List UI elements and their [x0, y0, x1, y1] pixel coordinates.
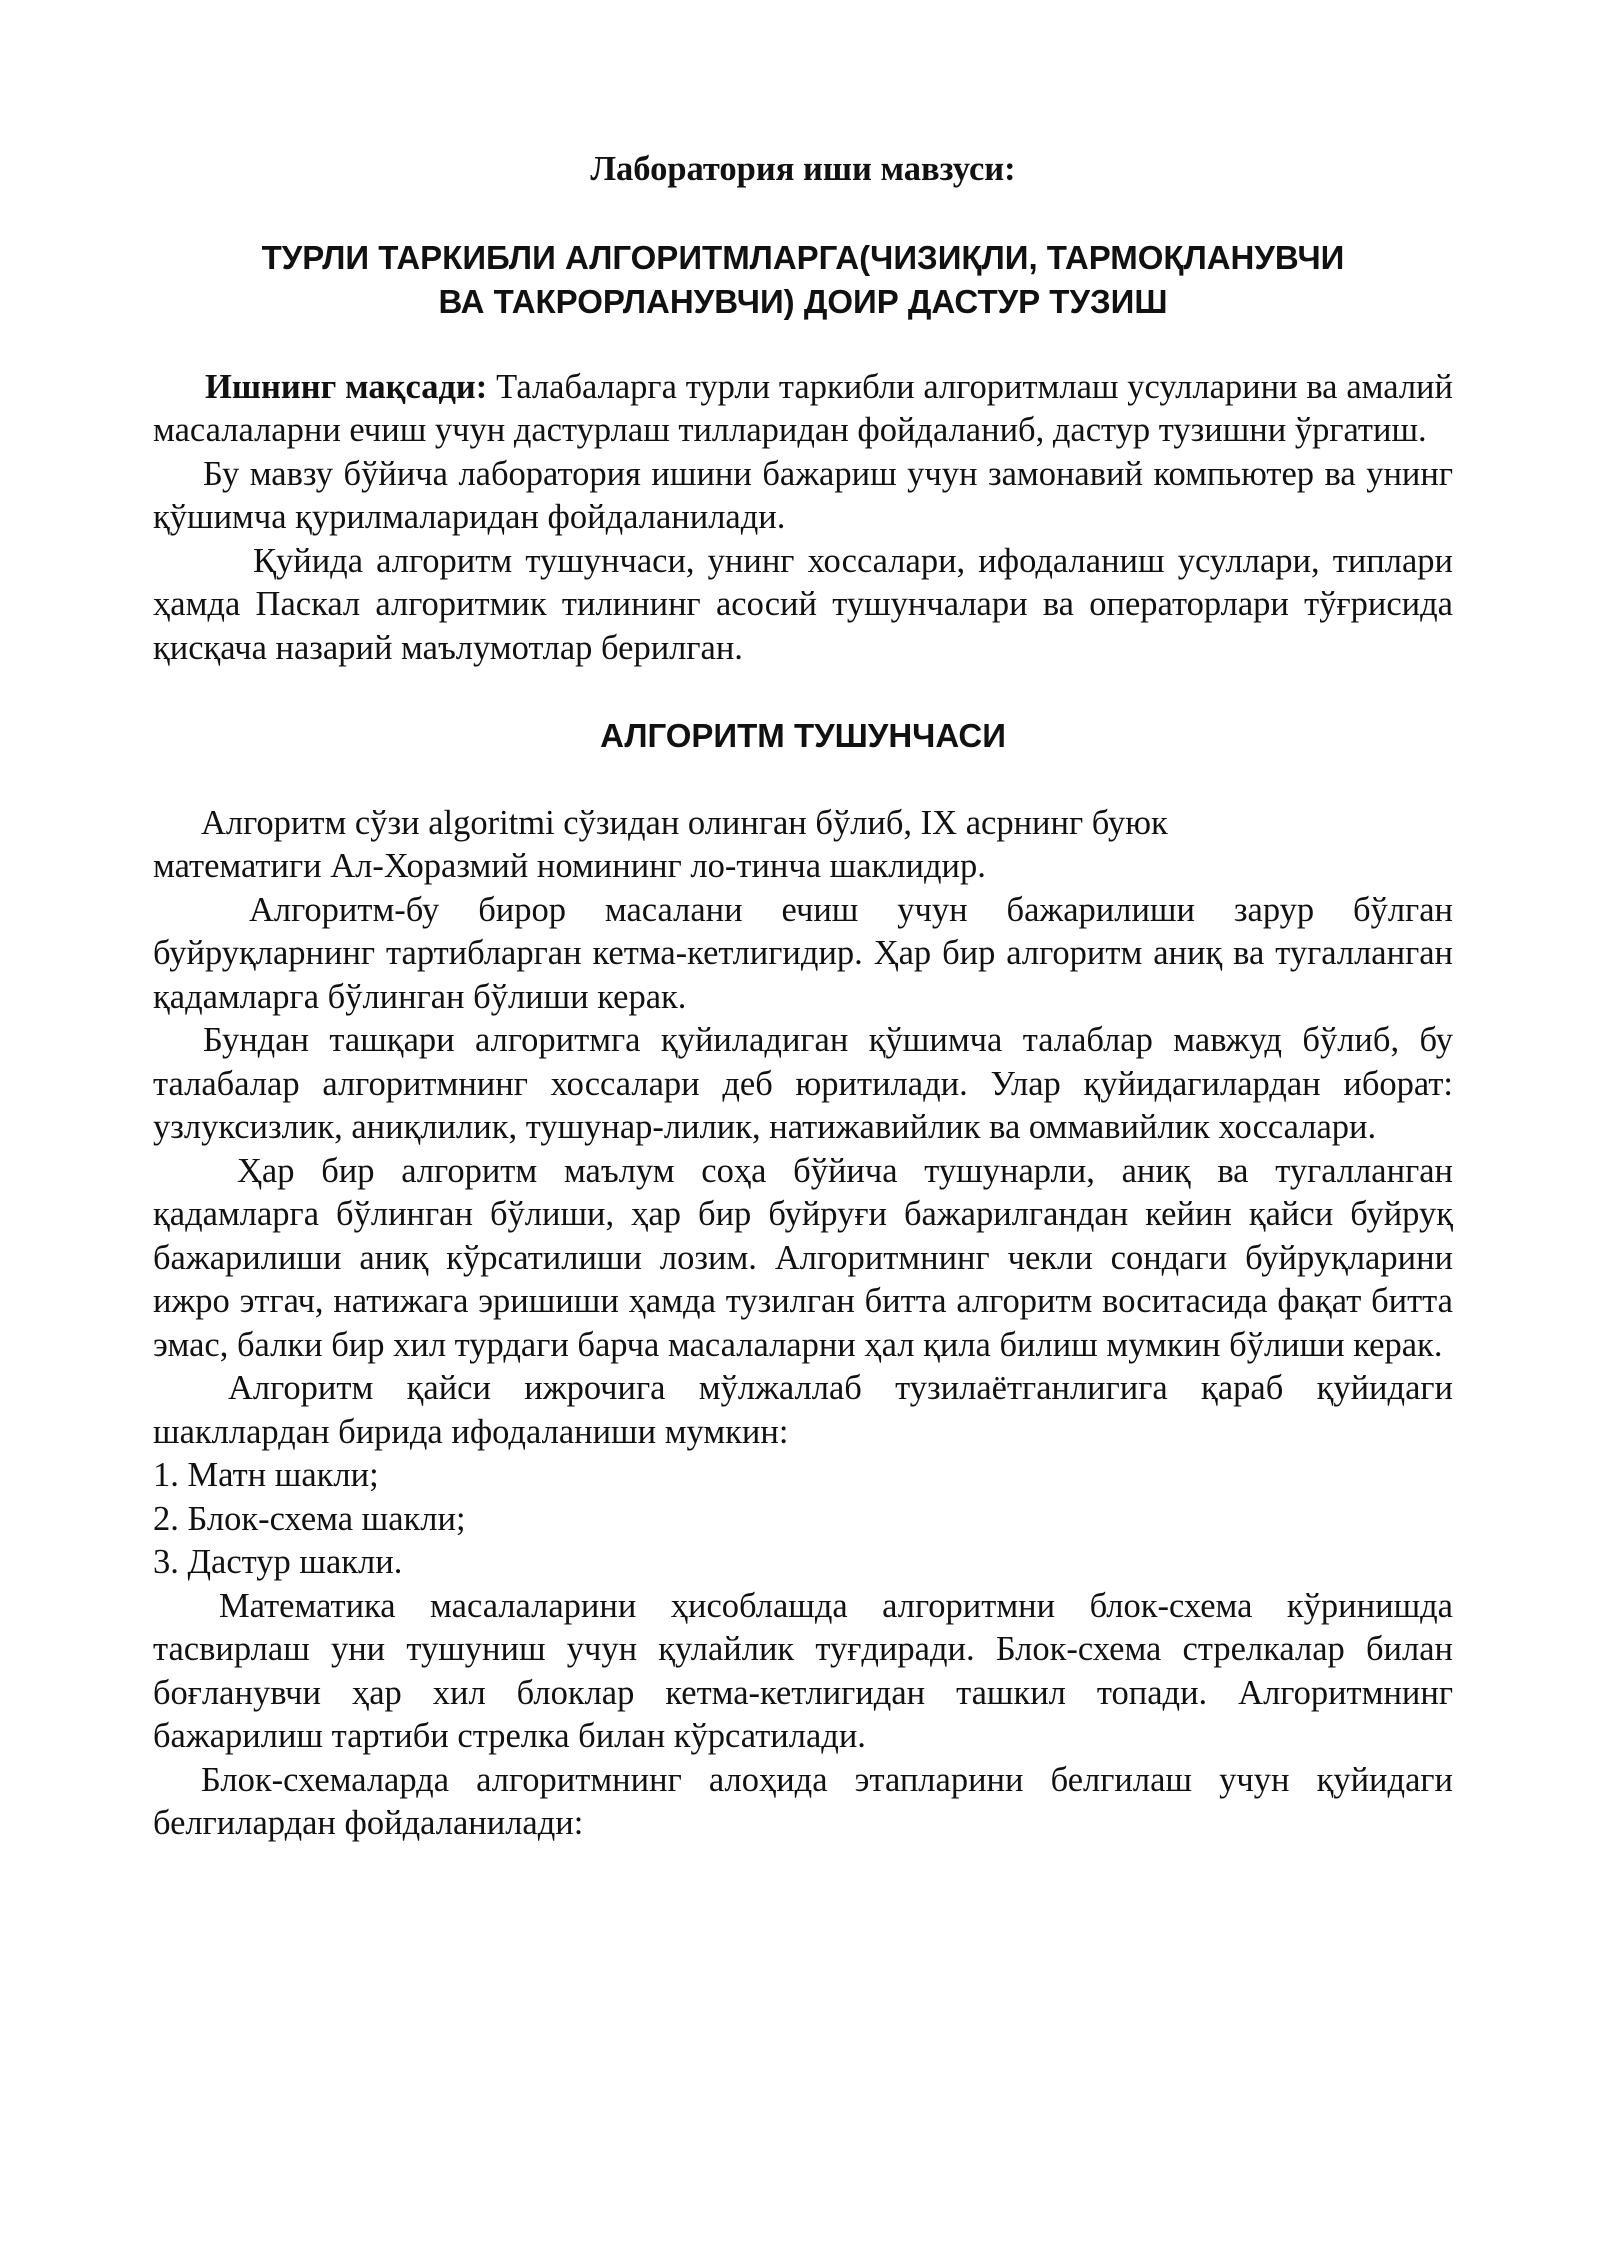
main-title-line-2: ВА ТАКРОРЛАНУВЧИ) ДОИР ДАСТУР ТУЗИШ: [438, 282, 1168, 320]
equipment-paragraph: Бу мавзу бўйича лаборатория ишини бажариш учун замонавий компьютер ва унинг қўшимча қурилмаларидан фойдаланилади.: [153, 454, 1453, 536]
main-title-line-1: ТУРЛИ ТАРКИБЛИ АЛГОРИТМЛАРГА(ЧИЗИҚЛИ, ТАРМОҚЛАНУВЧИ: [261, 238, 1345, 276]
forms-paragraph: Алгоритм қайси ижрочига мўлжаллаб тузилаётганлигига қараб қуйидаги шакллардан бирида ифодаланиши мумкин:: [153, 1369, 1453, 1451]
lab-heading: Лаборатория иши мавзуси:: [590, 150, 1016, 188]
goal-text: Талабаларга турли таркибли алгоритмлаш усулларини ва амалий масалаларни ечиш учун дастурлаш тилларидан фойдаланиб, дастур тузишни ўргатиш.: [153, 367, 1453, 449]
document-page: [153, 148, 1453, 1846]
list-item: 3. Дастур шакли.: [153, 1543, 403, 1581]
origin-line-1: Алгоритм сўзи algoritmi сўзидан олинган бўлиб, IX асрнинг буюк: [201, 803, 1168, 842]
goal-paragraph: [153, 366, 1453, 453]
goal-label: Ишнинг мақсади:: [205, 367, 488, 406]
block-schema-paragraph: Математика масалаларини ҳисоблашда алгоритмни блок-схема кўринишда тасвирлаш уни тушуниш учун қулайлик туғдиради. Блок-схема стрелкалар билан боғланувчи ҳар хил блоклар кетма-кетлигидан ташкил топади. Алгоритмнинг бажарилиш тартиби стрелка билан кўрсатилади.: [153, 1586, 1453, 1755]
section-title: АЛГОРИТМ ТУШУНЧАСИ: [600, 717, 1006, 754]
main-title: [153, 236, 1453, 324]
theory-intro-paragraph: Қуйида алгоритм тушунчаси, унинг хоссалари, ифодаланиш усуллари, типлари ҳамда Паскал алгоритмик тилининг асосий тушунчалари ва операторлари тўғрисида қисқача назарий маълумотлар берилган.: [153, 541, 1453, 667]
properties-paragraph: Бундан ташқари алгоритмга қуйиладиган қўшимча талаблар мавжуд бўлиб, бу талабалар алгоритмнинг хоссалари деб юритилади. Улар қуйидагилардан иборат: узлуксизлик, аниқлилик, тушунар-лилик, натижавийлик ва оммавийлик хоссалари.: [153, 1021, 1453, 1146]
definition-paragraph: Алгоритм-бу бирор масалани ечиш учун бажарилиши зарур бўлган буйруқларнинг тартибларган кетма-кетлигидир. Ҳар бир алгоритм аниқ ва тугалланган қадамларга бўлинган бўлиши керак.: [153, 890, 1453, 1016]
list-item: 1. Матн шакли;: [153, 1456, 379, 1494]
symbols-paragraph: Блок-схемаларда алгоритмнинг алоҳида этапларини белгилаш учун қуйидаги белгилардан фойдаланилади:: [153, 1760, 1453, 1842]
each-algorithm-paragraph: Ҳар бир алгоритм маълум соҳа бўйича тушунарли, аниқ ва тугалланган қадамларга бўлинган бўлиши, ҳар бир буйруғи бажарилгандан кейин қайси буйруқ бажарилиши аниқ кўрсатилиши лозим. Алгоритмнинг чекли сондаги буйруқларини ижро этгач, натижага эришиши ҳамда тузилган битта алгоритм воситасида фақат битта эмас, балки бир хил турдаги барча масалаларни ҳал қила билиш мумкин бўлиши керак.: [153, 1151, 1453, 1364]
list-item: 2. Блок-схема шакли;: [153, 1499, 466, 1538]
origin-line-2: математиги Ал-Хоразмий номининг ло-тинча шаклидир.: [153, 847, 986, 885]
